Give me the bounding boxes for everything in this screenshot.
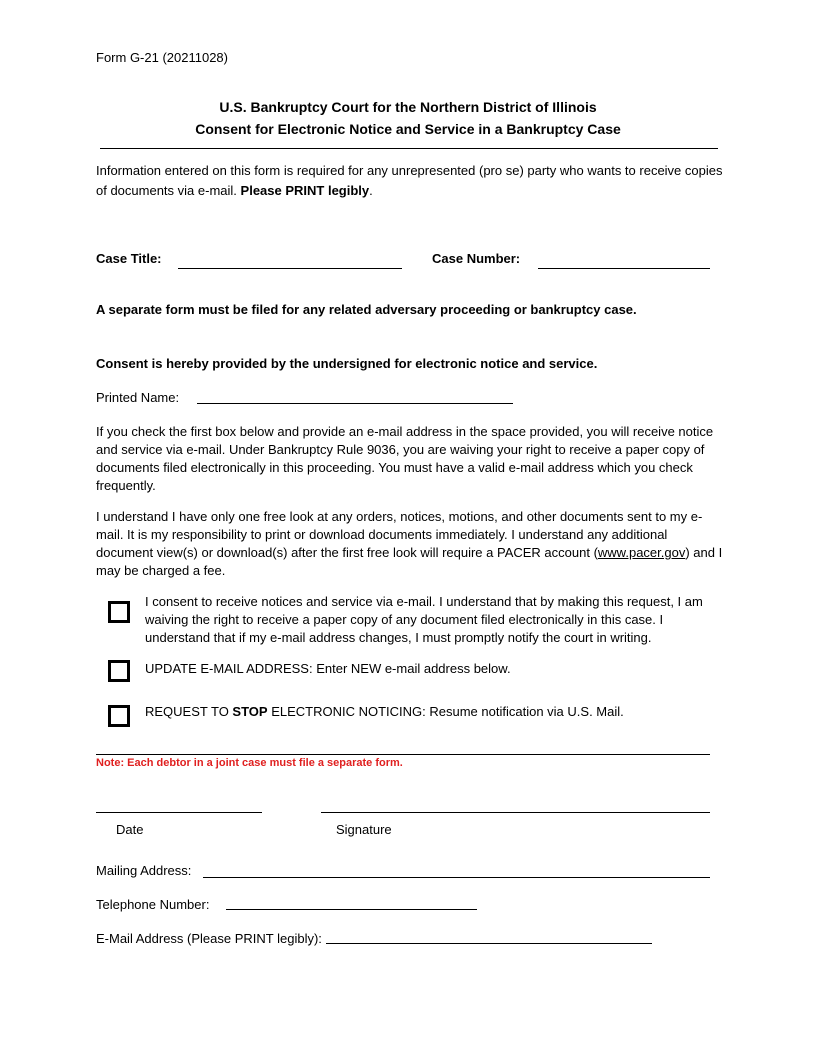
- telephone-label: Telephone Number:: [96, 897, 210, 912]
- printed-name-field[interactable]: [197, 403, 513, 404]
- consent-checkbox[interactable]: [108, 601, 130, 623]
- stop-noticing-option-text: REQUEST TO STOP ELECTRONIC NOTICING: Resume notification via U.S. Mail.: [145, 704, 624, 719]
- form-id: Form G-21 (20211028): [96, 50, 228, 65]
- update-email-checkbox[interactable]: [108, 660, 130, 682]
- waiver-paragraph: If you check the first box below and provide an e-mail address in the space provided, you will receive notice and service via e-mail. Under Bankruptcy Rule 9036, you are waiving your right to receive a paper copy of documents filed electronically in this proceeding. You must have a valid e-mail address which you check frequently.: [96, 424, 714, 493]
- case-number-field[interactable]: [538, 268, 710, 269]
- pacer-link[interactable]: www.pacer.gov: [597, 545, 686, 560]
- free-look-paragraph: I understand I have only one free look at any orders, notices, motions, and other documents sent to my e-mail. It is my responsibility to print or download documents immediately. I understand any additional document view(s) or download(s) after the first free look will require a PACER account (www.pacer.gov) and I may be charged a fee.: [96, 509, 723, 578]
- update-email-option-text: UPDATE E-MAIL ADDRESS: Enter NEW e-mail address below.: [145, 661, 511, 676]
- signature-label: Signature: [336, 822, 392, 837]
- print-legibly-emphasis: Please PRINT legibly: [240, 183, 370, 198]
- mailing-address-label: Mailing Address:: [96, 863, 192, 878]
- printed-name-label: Printed Name:: [96, 390, 180, 405]
- form-title: Consent for Electronic Notice and Service in a Bankruptcy Case: [195, 121, 621, 137]
- email-address-label: E-Mail Address (Please PRINT legibly):: [96, 931, 322, 946]
- consent-statement: Consent is hereby provided by the undersigned for electronic notice and service.: [96, 356, 598, 371]
- signature-field[interactable]: [321, 812, 710, 813]
- header-divider: [100, 148, 718, 149]
- note-divider: [96, 754, 710, 755]
- case-title-label: Case Title:: [96, 251, 162, 266]
- email-address-field[interactable]: [326, 943, 652, 944]
- joint-case-note: Note: Each debtor in a joint case must file a separate form.: [96, 757, 403, 769]
- date-field[interactable]: [96, 812, 262, 813]
- court-name: U.S. Bankruptcy Court for the Northern District of Illinois: [219, 99, 597, 115]
- intro-paragraph: Information entered on this form is required for any unrepresented (pro se) party who wants to receive copies of documents via e-mail. Please PRINT legibly.: [96, 163, 723, 198]
- telephone-field[interactable]: [226, 909, 477, 910]
- mailing-address-field[interactable]: [203, 877, 710, 878]
- stop-noticing-checkbox[interactable]: [108, 705, 130, 727]
- separate-form-notice: A separate form must be filed for any related adversary proceeding or bankruptcy case.: [96, 302, 637, 317]
- date-label: Date: [116, 822, 144, 837]
- consent-option-text: I consent to receive notices and service via e-mail. I understand that by making this request, I am waiving the right to receive a paper copy of any document filed electronically in this case. I understand that if my e-mail address changes, I must promptly notify the court in writing.: [145, 594, 703, 645]
- case-title-field[interactable]: [178, 268, 402, 269]
- case-number-label: Case Number:: [432, 251, 521, 266]
